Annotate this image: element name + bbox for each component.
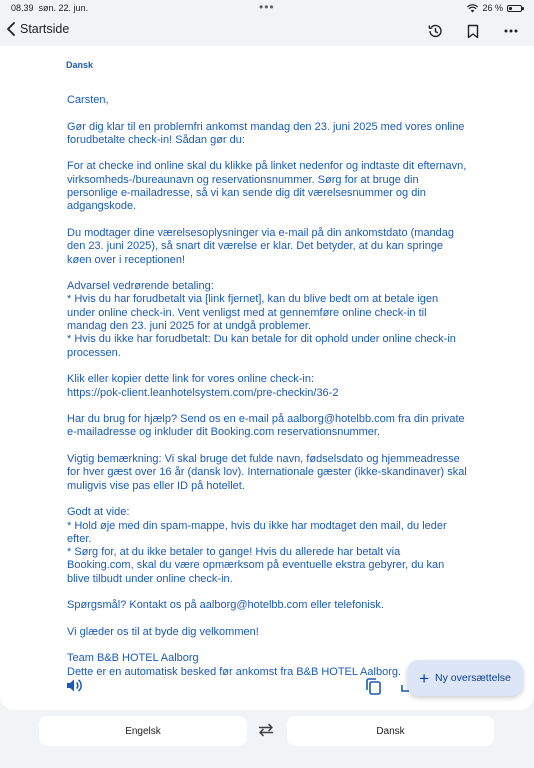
chevron-left-icon: [6, 22, 16, 36]
translation-paragraph: [67, 227, 467, 267]
status-indicators: [467, 3, 522, 13]
translation-line: Godt at vide:: [67, 506, 130, 519]
translation-line: * Sørg for, at du ikke betaler to gange! Hvis du allerede har betalt via Booking.com, skal du være opmærksom på eventuelle ekstra gebyrer, du kan blive tilbudt under online check-in.: [67, 546, 445, 585]
new-translation-label: Ny oversættelse: [435, 672, 511, 684]
speaker-icon[interactable]: [66, 678, 83, 698]
wifi-icon: [467, 4, 478, 13]
translation-paragraph: [67, 280, 467, 360]
translation-paragraph: [67, 160, 467, 213]
translation-result-card: [0, 46, 534, 710]
translation-line: Vigtig bemærkning: Vi skal bruge det fulde navn, fødselsdato og hjemmeadresse for hver gæst over 16 år (dansk lov). Internationale gæster (ikke-skandinaver) skal muligvis vise pas eller ID på hotellet.: [67, 453, 467, 492]
battery-percentage: 26 %: [482, 3, 503, 13]
target-language-label: Dansk: [66, 60, 94, 70]
copy-icon[interactable]: [366, 678, 381, 700]
plus-icon: +: [419, 668, 430, 688]
translation-line: Vi glæder os til at byde dig velkommen!: [67, 625, 259, 638]
target-language-button[interactable]: [287, 716, 494, 746]
new-translation-button[interactable]: [407, 660, 523, 696]
translation-line: For at checke ind online skal du klikke på linket nedenfor og indtaste dit efternavn, virksomheds-/bureaunavn og reservationsnummer. Sørg for at bruge din personlige e-mailadresse, så vi kan sende dig dit værelsesnummer og din adgangskode.: [67, 160, 467, 213]
top-navigation-bar: [0, 16, 534, 48]
translation-paragraph: [67, 94, 467, 107]
source-language-label: Engelsk: [125, 725, 161, 737]
translation-paragraph: [67, 599, 467, 612]
multitasking-dots-icon[interactable]: •••: [259, 0, 275, 14]
battery-level: [509, 7, 512, 10]
translation-line: Klik eller kopier dette link for vores online check-in:: [67, 373, 315, 386]
translation-line: https://pok-client.leanhotelsystem.com/pre-checkin/36-2: [67, 386, 339, 399]
swap-languages-icon[interactable]: [257, 723, 275, 742]
translation-line: Du modtager dine værelsesoplysninger via e-mail på din ankomstdato (mandag den 23. juni 2025), så snart dit værelse er klar. Det betyder, at du kan springe køen over i receptionen!: [67, 226, 455, 266]
translation-line: * Hvis du har forudbetalt via [link fjernet], kan du blive bedt om at betale igen under online check-in. Vent venligst med at gennemføre online check-in til mandag den 23. juni 2025 for at undgå problemer.: [67, 293, 439, 333]
source-language-button[interactable]: [39, 716, 247, 746]
more-options-icon[interactable]: [502, 22, 520, 40]
translation-paragraph: [67, 453, 467, 493]
back-button[interactable]: [6, 22, 69, 36]
translation-paragraph: [67, 413, 467, 440]
translation-paragraph: [67, 506, 467, 586]
bookmark-icon[interactable]: [464, 22, 482, 40]
translation-paragraph: [67, 626, 467, 639]
translation-line: Gør dig klar til en problemfri ankomst mandag den 23. juni 2025 med vores online forudbetalte check-in! Sådan gør du:: [67, 120, 465, 146]
history-icon[interactable]: [426, 22, 444, 40]
status-date: søn. 22. jun.: [38, 3, 89, 13]
status-time: [11, 3, 88, 13]
translation-line: Advarsel vedrørende betaling:: [67, 280, 214, 293]
target-language-button-label: Dansk: [376, 725, 405, 737]
translation-line: Carsten,: [67, 94, 109, 106]
translation-paragraph: [67, 121, 467, 148]
back-button-label: Startside: [20, 22, 70, 36]
translation-line: Dette er en automatisk besked før ankomst fra B&B HOTEL Aalborg.: [67, 665, 402, 678]
translation-line: Har du brug for hjælp? Send os en e-mail på aalborg@hotelbb.com fra din private e-mailadresse og inkluder dit Booking.com reservationsnummer.: [67, 413, 465, 439]
translated-text: [67, 94, 467, 692]
nav-actions: [426, 22, 520, 40]
translation-paragraph: [67, 373, 467, 400]
status-clock: 08.39: [11, 3, 34, 13]
translation-line: Spørgsmål? Kontakt os på aalborg@hotelbb.com eller telefonisk.: [67, 599, 384, 612]
language-selector: [0, 716, 534, 748]
translation-line: Team B&B HOTEL Aalborg: [67, 652, 199, 665]
status-bar: [0, 0, 534, 16]
battery-icon: [507, 5, 522, 12]
translation-line: * Hvis du ikke har forudbetalt: Du kan betale for dit ophold under online check-in processen.: [67, 333, 456, 359]
translation-line: * Hold øje med din spam-mappe, hvis du ikke har modtaget den mail, du leder efter.: [67, 519, 447, 545]
